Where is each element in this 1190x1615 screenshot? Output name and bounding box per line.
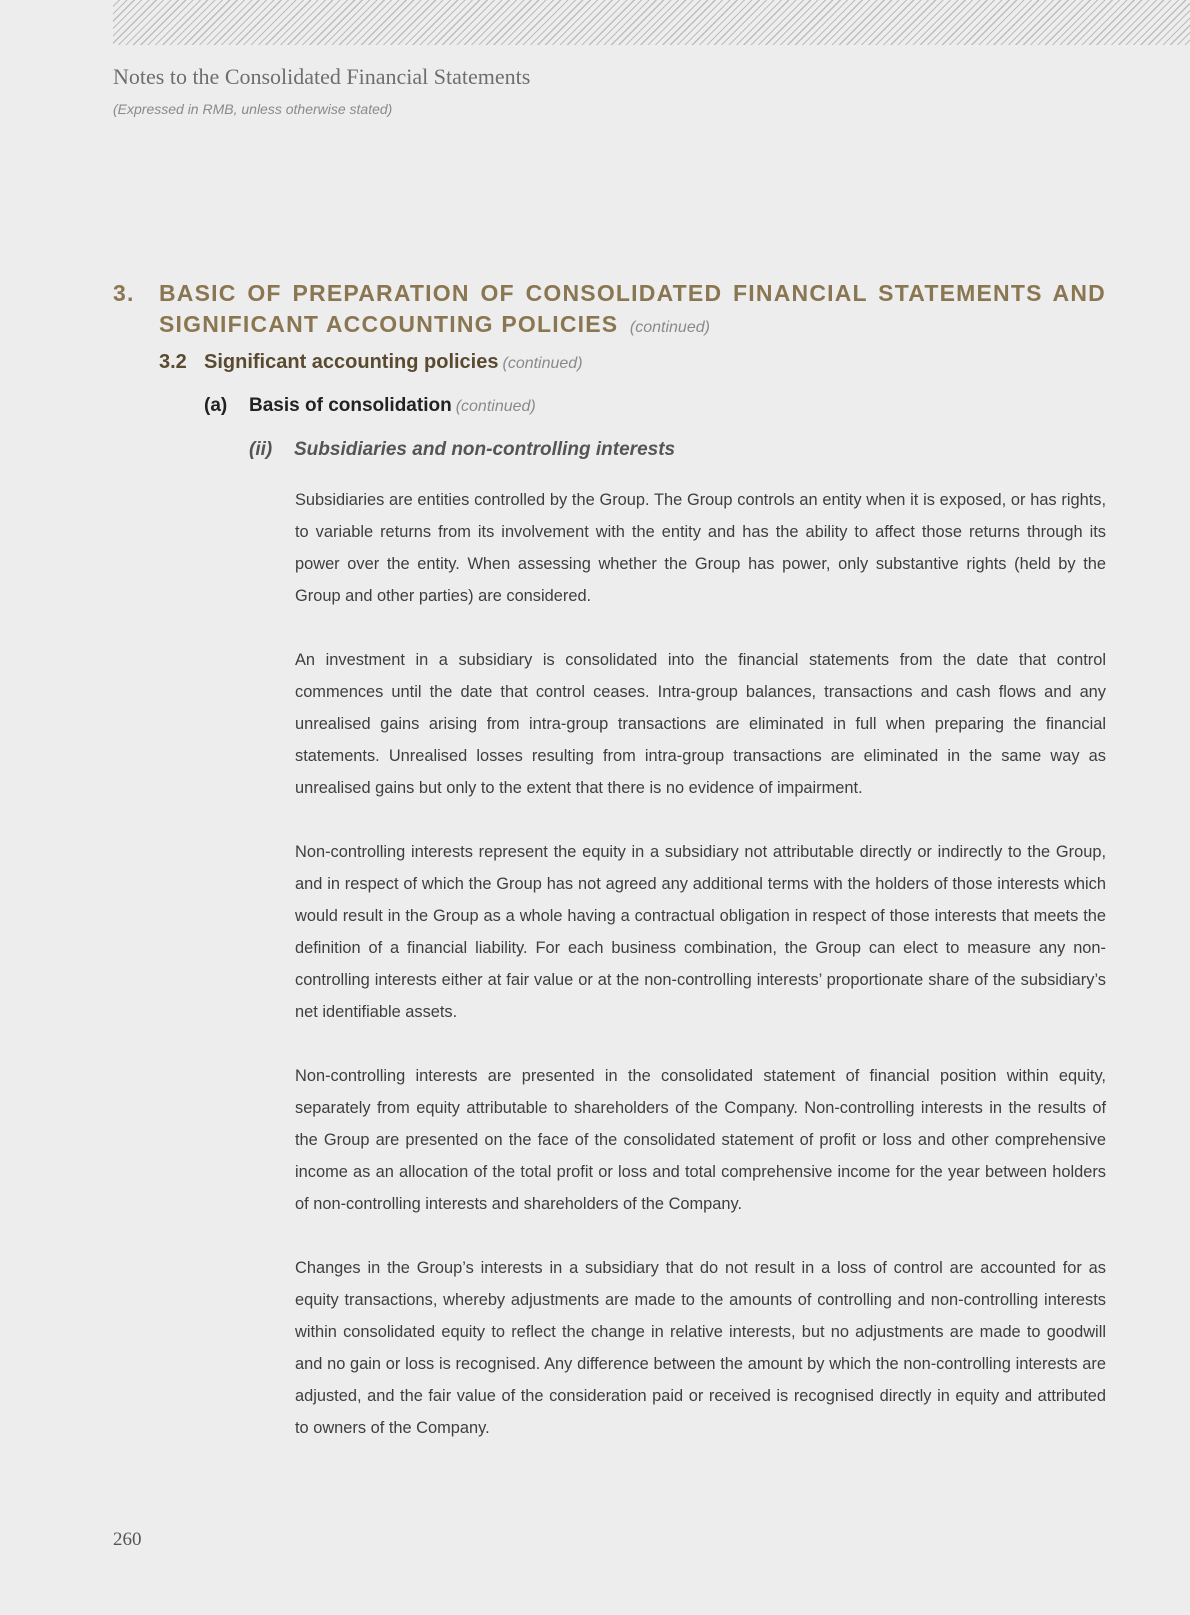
subsection-continued: (continued) bbox=[502, 355, 583, 372]
decorative-hatch-band bbox=[113, 0, 1190, 45]
paragraph: An investment in a subsidiary is consolidated into the financial statements from the date that control commences until the date that control ceases. Intra-group balances, transactions and cash flows and any unrealised gains arising from intra-group transactions are eliminated in full when preparing the financial statements. Unrealised losses resulting from intra-group transactions are eliminated in the same way as unrealised gains but only to the extent that there is no evidence of impairment. bbox=[295, 651, 1106, 797]
paragraph: Subsidiaries are entities controlled by the Group. The Group controls an entity when it is exposed, or has rights, to variable returns from its involvement with the entity and has the ability to affect those returns through its power over the entity. When assessing whether the Group has power, only substantive rights (held by the Group and other parties) are considered. bbox=[295, 491, 1106, 605]
body-text bbox=[295, 484, 1106, 1476]
subsection-number: 3.2 bbox=[159, 351, 187, 373]
section-title-wrap bbox=[159, 278, 1106, 343]
paragraph: Changes in the Group’s interests in a subsidiary that do not result in a loss of control are accounted for as equity transactions, whereby adjustments are made to the amounts of controlling and non-controlling interests within consolidated equity to reflect the change in relative interests, but no adjustments are made to goodwill and no gain or loss is recognised. Any difference between the amount by which the non-controlling interests are adjusted, and the fair value of the consideration paid or received is recognised directly in equity and attributed to owners of the Company. bbox=[295, 1259, 1106, 1437]
subitem-title: Subsidiaries and non-controlling interests bbox=[294, 439, 676, 460]
section-number: 3. bbox=[113, 280, 135, 306]
page-number: 260 bbox=[113, 1529, 142, 1550]
section-title: BASIC OF PREPARATION OF CONSOLIDATED FINANCIAL STATEMENTS AND SIGNIFICANT ACCOUNTING POLICIES bbox=[159, 280, 1106, 337]
subitem-number: (ii) bbox=[249, 439, 273, 460]
item-title: Basis of consolidation bbox=[249, 395, 452, 416]
item-heading bbox=[204, 395, 536, 417]
subsection-title: Significant accounting policies bbox=[204, 351, 499, 373]
item-continued: (continued) bbox=[455, 398, 536, 415]
paragraph: Non-controlling interests represent the equity in a subsidiary not attributable directly or indirectly to the Group, and in respect of which the Group has not agreed any additional terms with the holders of those interests which would result in the Group as a whole having a contractual obligation in respect of those interests that meets the definition of a financial liability. For each business combination, the Group can elect to measure any non-controlling interests either at fair value or at the non-controlling interests’ proportionate share of the subsidiary’s net identifiable assets. bbox=[295, 843, 1106, 1021]
subitem-heading bbox=[249, 439, 675, 461]
item-number: (a) bbox=[204, 395, 228, 416]
running-header-subtitle: (Expressed in RMB, unless otherwise stated) bbox=[113, 101, 393, 117]
paragraph: Non-controlling interests are presented in the consolidated statement of financial position within equity, separately from equity attributable to shareholders of the Company. Non-controlling interests in the results of the Group are presented on the face of the consolidated statement of profit or loss and other comprehensive income as an allocation of the total profit or loss and total comprehensive income for the year between holders of non-controlling interests and shareholders of the Company. bbox=[295, 1067, 1106, 1213]
section-3 bbox=[113, 278, 1106, 460]
running-header-title: Notes to the Consolidated Financial Statements bbox=[113, 64, 531, 89]
subsection-heading bbox=[159, 351, 583, 374]
section-continued: (continued) bbox=[629, 319, 710, 336]
section-heading bbox=[113, 278, 1106, 343]
